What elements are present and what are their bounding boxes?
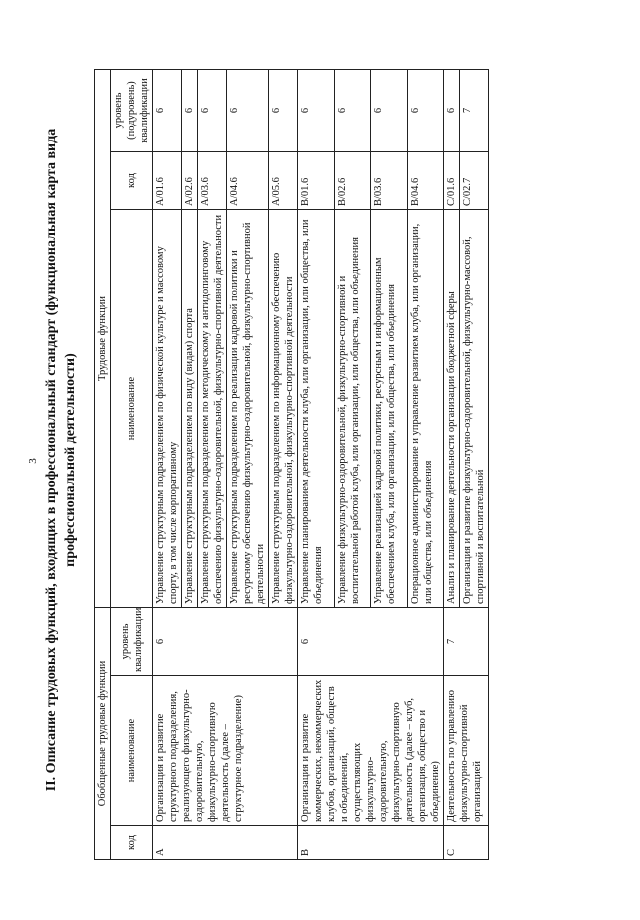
name-header: наименование [111,676,153,826]
sublevel-header: уровень (подуровень) квалификации [111,69,153,151]
function-code: B/02.6 [334,152,371,210]
group-level: 6 [153,608,298,676]
function-level: 6 [298,69,335,151]
function-code: B/03.6 [371,152,408,210]
table-row [298,69,335,859]
generalized-functions-header: Обобщенные трудовые функции [95,608,111,860]
group-code: A [153,826,298,860]
function-level: 6 [269,69,298,151]
group-code: B [298,826,444,860]
function-code: C/02.7 [460,152,489,210]
function-name: Управление структурным подразделением по информационному обеспечению физкультурно-оздоровительной, физкультурно-спортивной деятельности [269,210,298,608]
function-code-header: код [111,152,153,210]
function-code: C/01.6 [444,152,460,210]
code-header: код [111,826,153,860]
function-name: Управление физкультурно-оздоровительной, физкультурно-спортивной и воспитательной работой клуба, или организации, или общества, или объединения [334,210,371,608]
function-code: B/01.6 [298,152,335,210]
group-name: Организация и развитие коммерческих, некоммерческих клубов, организаций, обществ и объединений, осуществляющих физкультурно-оздоровительную, физкультурно-спортивную деятельность (далее – клуб, организация, общество и объединение) [298,676,444,826]
function-level: 6 [182,69,198,151]
header-row-1 [95,69,111,859]
group-level: 6 [298,608,444,676]
function-code: A/02.6 [182,152,198,210]
table-row [153,69,182,859]
function-level: 6 [227,69,269,151]
function-level: 6 [198,69,227,151]
title-line-2: профессиональной деятельности) [63,353,78,567]
header-row-2 [111,69,153,859]
function-level: 6 [371,69,408,151]
table-row [444,69,460,859]
function-code: B/04.6 [407,152,444,210]
function-name-header: наименование [111,210,153,608]
function-code: A/05.6 [269,152,298,210]
rotated-page-content [42,60,622,860]
function-code: A/03.6 [198,152,227,210]
function-level: 6 [407,69,444,151]
function-code: A/04.6 [227,152,269,210]
function-level: 6 [444,69,460,151]
function-name: Управление планированием деятельности клуба, или организации, или общества, или объединения [298,210,335,608]
function-code: A/01.6 [153,152,182,210]
group-name: Организация и развитие структурного подразделения, реализующего физкультурно-оздоровительную, физкультурно-спортивную деятельность (далее – структурное подразделение) [153,676,298,826]
function-name: Управление реализацией кадровой политики, ресурсным и информационным обеспечением клуба, или организации, или общества, или объединения [371,210,408,608]
group-code: C [444,826,489,860]
group-level: 7 [444,608,489,676]
function-name: Управление структурным подразделением по реализации кадровой политики и ресурсному обеспечению физкультурно-оздоровительной, физкультурно-спортивной деятельности [227,210,269,608]
function-name: Управление структурным подразделением по физической культуре и массовому спорту, в том числе корпоративному [153,210,182,608]
function-name: Управление структурным подразделением по виду (видам) спорта [182,210,198,608]
level-header: уровень квалификации [111,608,153,676]
function-name: Управление структурным подразделением по методическому и антидопинговому обеспечению физкультурно-оздоровительной, физкультурно-спортивной деятельности [198,210,227,608]
page-number: 3 [26,458,39,464]
labor-functions-header: Трудовые функции [95,69,111,607]
function-level: 6 [334,69,371,151]
title-line-1: II. Описание трудовых функций, входящих в профессиональный стандарт (функциональная карта вида [44,128,59,792]
function-name: Анализ и планирование деятельности организации бюджетной сферы [444,210,460,608]
section-title [42,60,80,860]
functional-map-table [94,69,489,860]
group-name: Деятельность по управлению физкультурно-спортивной организацией [444,676,489,826]
function-level: 7 [460,69,489,151]
function-name: Операционное администрирование и управление развитием клуба, или организации, или общества, или объединения [407,210,444,608]
function-name: Организация и развитие физкультурно-оздоровительной, физкультурно-массовой, спортивной и воспитательной [460,210,489,608]
function-level: 6 [153,69,182,151]
